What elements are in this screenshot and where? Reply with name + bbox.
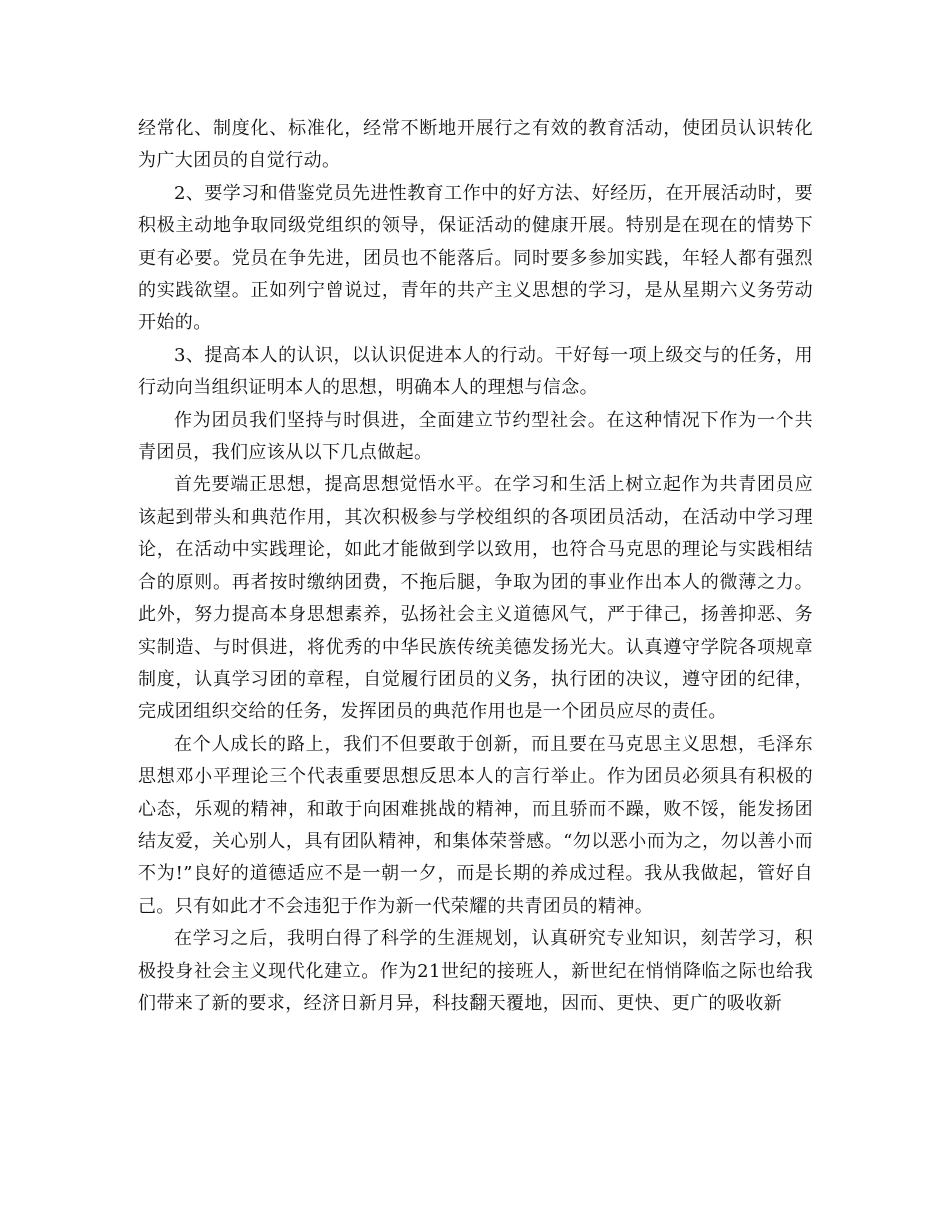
- paragraph-item-3: 3、提高本人的认识，以认识促进本人的行动。干好每一项上级交与的任务，用行动向当组织证明本人的思想，明确本人的理想与信念。: [138, 344, 813, 399]
- paragraph: 在学习之后，我明白得了科学的生涯规划，认真研究专业知识，刻苦学习，积极投身社会主义现代化建立。作为21世纪的接班人，新世纪在悄悄降临之际也给我们带来了新的要求，经济日新月异，科技翻天覆地，因而、更快、更广的吸收新: [138, 928, 813, 1014]
- paragraph: 在个人成长的路上，我们不但要敢于创新，而且要在马克思主义思想，毛泽东思想邓小平理论三个代表重要思想反思本人的言行举止。作为团员必须具有积极的心态，乐观的精神，和敢于向困难挑战的精神，而且骄而不躁，败不馁，能发扬团结友爱，关心别人，具有团队精神，和集体荣誉感。“勿以恶小而为之，勿以善小而不为!”良好的道德适应不是一朝一夕，而是长期的养成过程。我从我做起，管好自己。只有如此才不会违犯于作为新一代荣耀的共青团员的精神。: [138, 733, 813, 917]
- paragraph-continuation: 经常化、制度化、标准化，经常不断地开展行之有效的教育活动，使团员认识转化为广大团员的自觉行动。: [138, 118, 813, 172]
- document-body: [138, 113, 813, 1020]
- paragraph-item-2: 2、要学习和借鉴党员先进性教育工作中的好方法、好经历，在开展活动时，要积极主动地争取同级党组织的领导，保证活动的健康开展。特别是在现在的情势下更有必要。党员在争先进，团员也不能落后。同时要多参加实践，年轻人都有强烈的实践欲望。正如列宁曾说过，青年的共产主义思想的学习，是从星期六义务劳动开始的。: [138, 182, 813, 334]
- paragraph: 作为团员我们坚持与时俱进，全面建立节约型社会。在这种情况下作为一个共青团员，我们应该从以下几点做起。: [138, 409, 813, 464]
- paragraph: 首先要端正思想，提高思想觉悟水平。在学习和生活上树立起作为共青团员应该起到带头和典范作用，其次积极参与学校组织的各项团员活动，在活动中学习理论，在活动中实践理论，如此才能做到学以致用，也符合马克思的理论与实践相结合的原则。再者按时缴纳团费，不拖后腿，争取为团的事业作出本人的微薄之力。此外，努力提高本身思想素养，弘扬社会主义道德风气，严于律己，扬善抑恶、务实制造、与时俱进，将优秀的中华民族传统美德发扬光大。认真遵守学院各项规章制度，认真学习团的章程，自觉履行团员的义务，执行团的决议，遵守团的纪律，完成团组织交给的任务，发挥团员的典范作用也是一个团员应尽的责任。: [138, 474, 813, 723]
